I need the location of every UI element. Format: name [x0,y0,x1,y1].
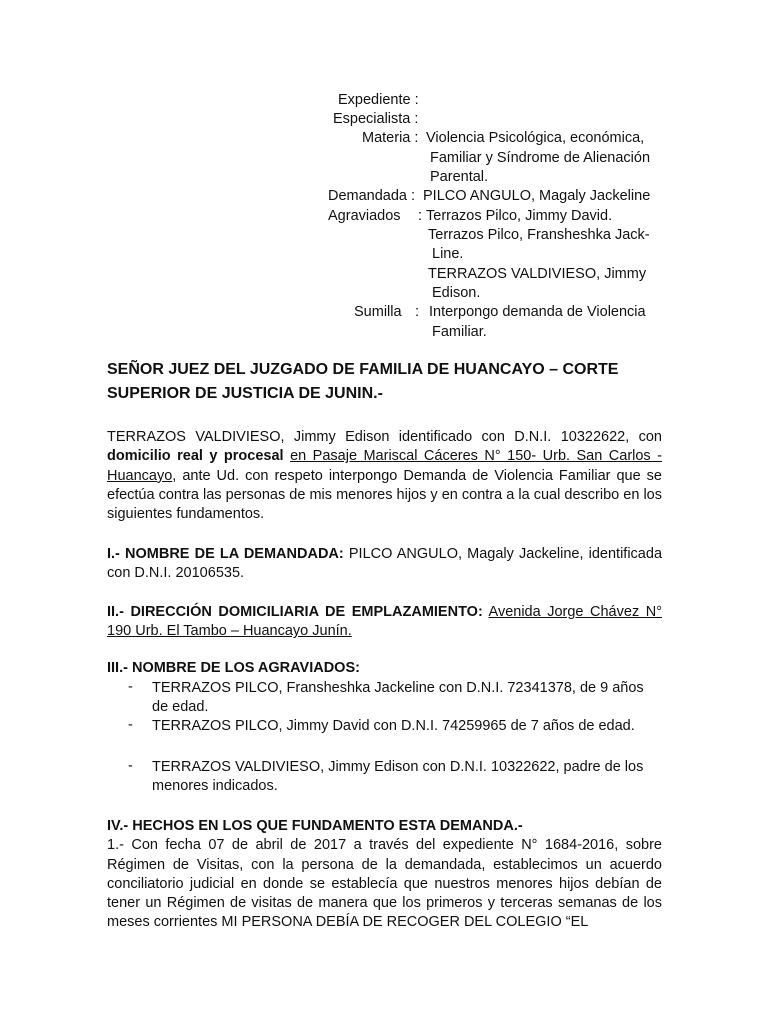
section-heading: I.- NOMBRE DE LA DEMANDADA: [107,546,344,562]
agraviados-line: TERRAZOS VALDIVIESO, Jimmy [428,266,647,282]
agraviados-line: Edison. [432,285,481,301]
section-text: PILCO ANGULO, Magaly Jackeline, identificada con D.N.I. 20106535. [107,546,663,582]
court-title-line: SEÑOR JUEZ DEL JUZGADO DE FAMILIA DE HUANCAYO – CORTE [107,361,619,378]
agraviados-sep: : [418,208,423,224]
section-heading: III.- NOMBRE DE LOS AGRAVIADOS: [107,660,360,676]
demandada-value: PILCO ANGULO, Magaly Jackeline [423,188,651,204]
sumilla-label: Sumilla [354,304,402,320]
domicilio-bold: domicilio real y procesal [107,448,284,465]
agraviados-line: Terrazos Pilco, Fransheshka Jack- [428,227,650,243]
intro-text: TERRAZOS VALDIVIESO, Jimmy Edison identificado con D.N.I. 10322622, con [107,429,662,445]
section-agraviados-heading [107,659,662,678]
emplazamiento-address: Avenida Jorge Chávez N° 190 Urb. El Tambo – Huancayo Junín. [107,604,663,640]
materia-line: Familiar y Síndrome de Alienación [430,150,651,166]
section-hechos [107,817,662,933]
section-heading: II.- DIRECCIÓN DOMICILIARIA DE EMPLAZAMIENTO: [107,604,483,620]
hechos-paragraph: 1.- Con fecha 07 de abril de 2017 a través del expediente N° 1684-2016, sobre Régimen de Visitas, con la persona de la demandada, establecimos un acuerdo conciliatorio judicial en donde se establecía que nuestros menores hijos debían de tener un Régimen de visitas de manera que los primeros y terceras semanas de los meses corrientes MI PERSONA DEBÍA DE RECOGER DEL COLEGIO “EL [107,837,662,931]
agraviados-line: Terrazos Pilco, Jimmy David. [426,208,613,224]
intro-text-rest: , ante Ud. con respeto interpongo Demanda de Violencia Familiar que se efectúa contra las personas de mis menores hijos y en contra a la cual describo en los siguientes fundamentos. [107,467,662,523]
sumilla-sep: : [415,304,420,320]
sumilla-line: Interpongo demanda de Violencia [429,304,646,320]
demandada-label: Demandada : [328,188,416,204]
bullet-dash: - [128,679,133,695]
bullet-dash: - [128,717,133,733]
intro-address: en Pasaje Mariscal Cáceres N° 150- Urb. San Carlos - Huancayo [107,448,662,484]
agraviados-label: Agraviados [328,208,401,224]
list-item-text: TERRAZOS PILCO, Jimmy David con D.N.I. 74259965 de 7 años de edad. [152,718,635,734]
expediente-label: Expediente : [338,92,419,108]
especialista-label: Especialista : [333,111,419,127]
sumilla-line: Familiar. [432,324,487,340]
section-demandada [107,545,662,584]
intro-paragraph [107,428,662,524]
materia-label: Materia : [362,130,419,146]
bullet-dash: - [128,758,133,774]
materia-line: Violencia Psicológica, económica, [426,130,645,146]
list-item-text: TERRAZOS PILCO, Fransheshka Jackeline con D.N.I. 72341378, de 9 años de edad. [152,680,644,716]
list-item-text: TERRAZOS VALDIVIESO, Jimmy Edison con D.N.I. 10322622, padre de los menores indicados. [152,759,644,795]
section-heading: IV.- HECHOS EN LOS QUE FUNDAMENTO ESTA DEMANDA.- [107,818,523,834]
section-direccion [107,603,662,642]
agraviados-line: Line. [432,246,464,262]
court-title-line: SUPERIOR DE JUSTICIA DE JUNIN.- [107,385,383,402]
materia-line: Parental. [430,169,489,185]
court-title [107,358,667,406]
